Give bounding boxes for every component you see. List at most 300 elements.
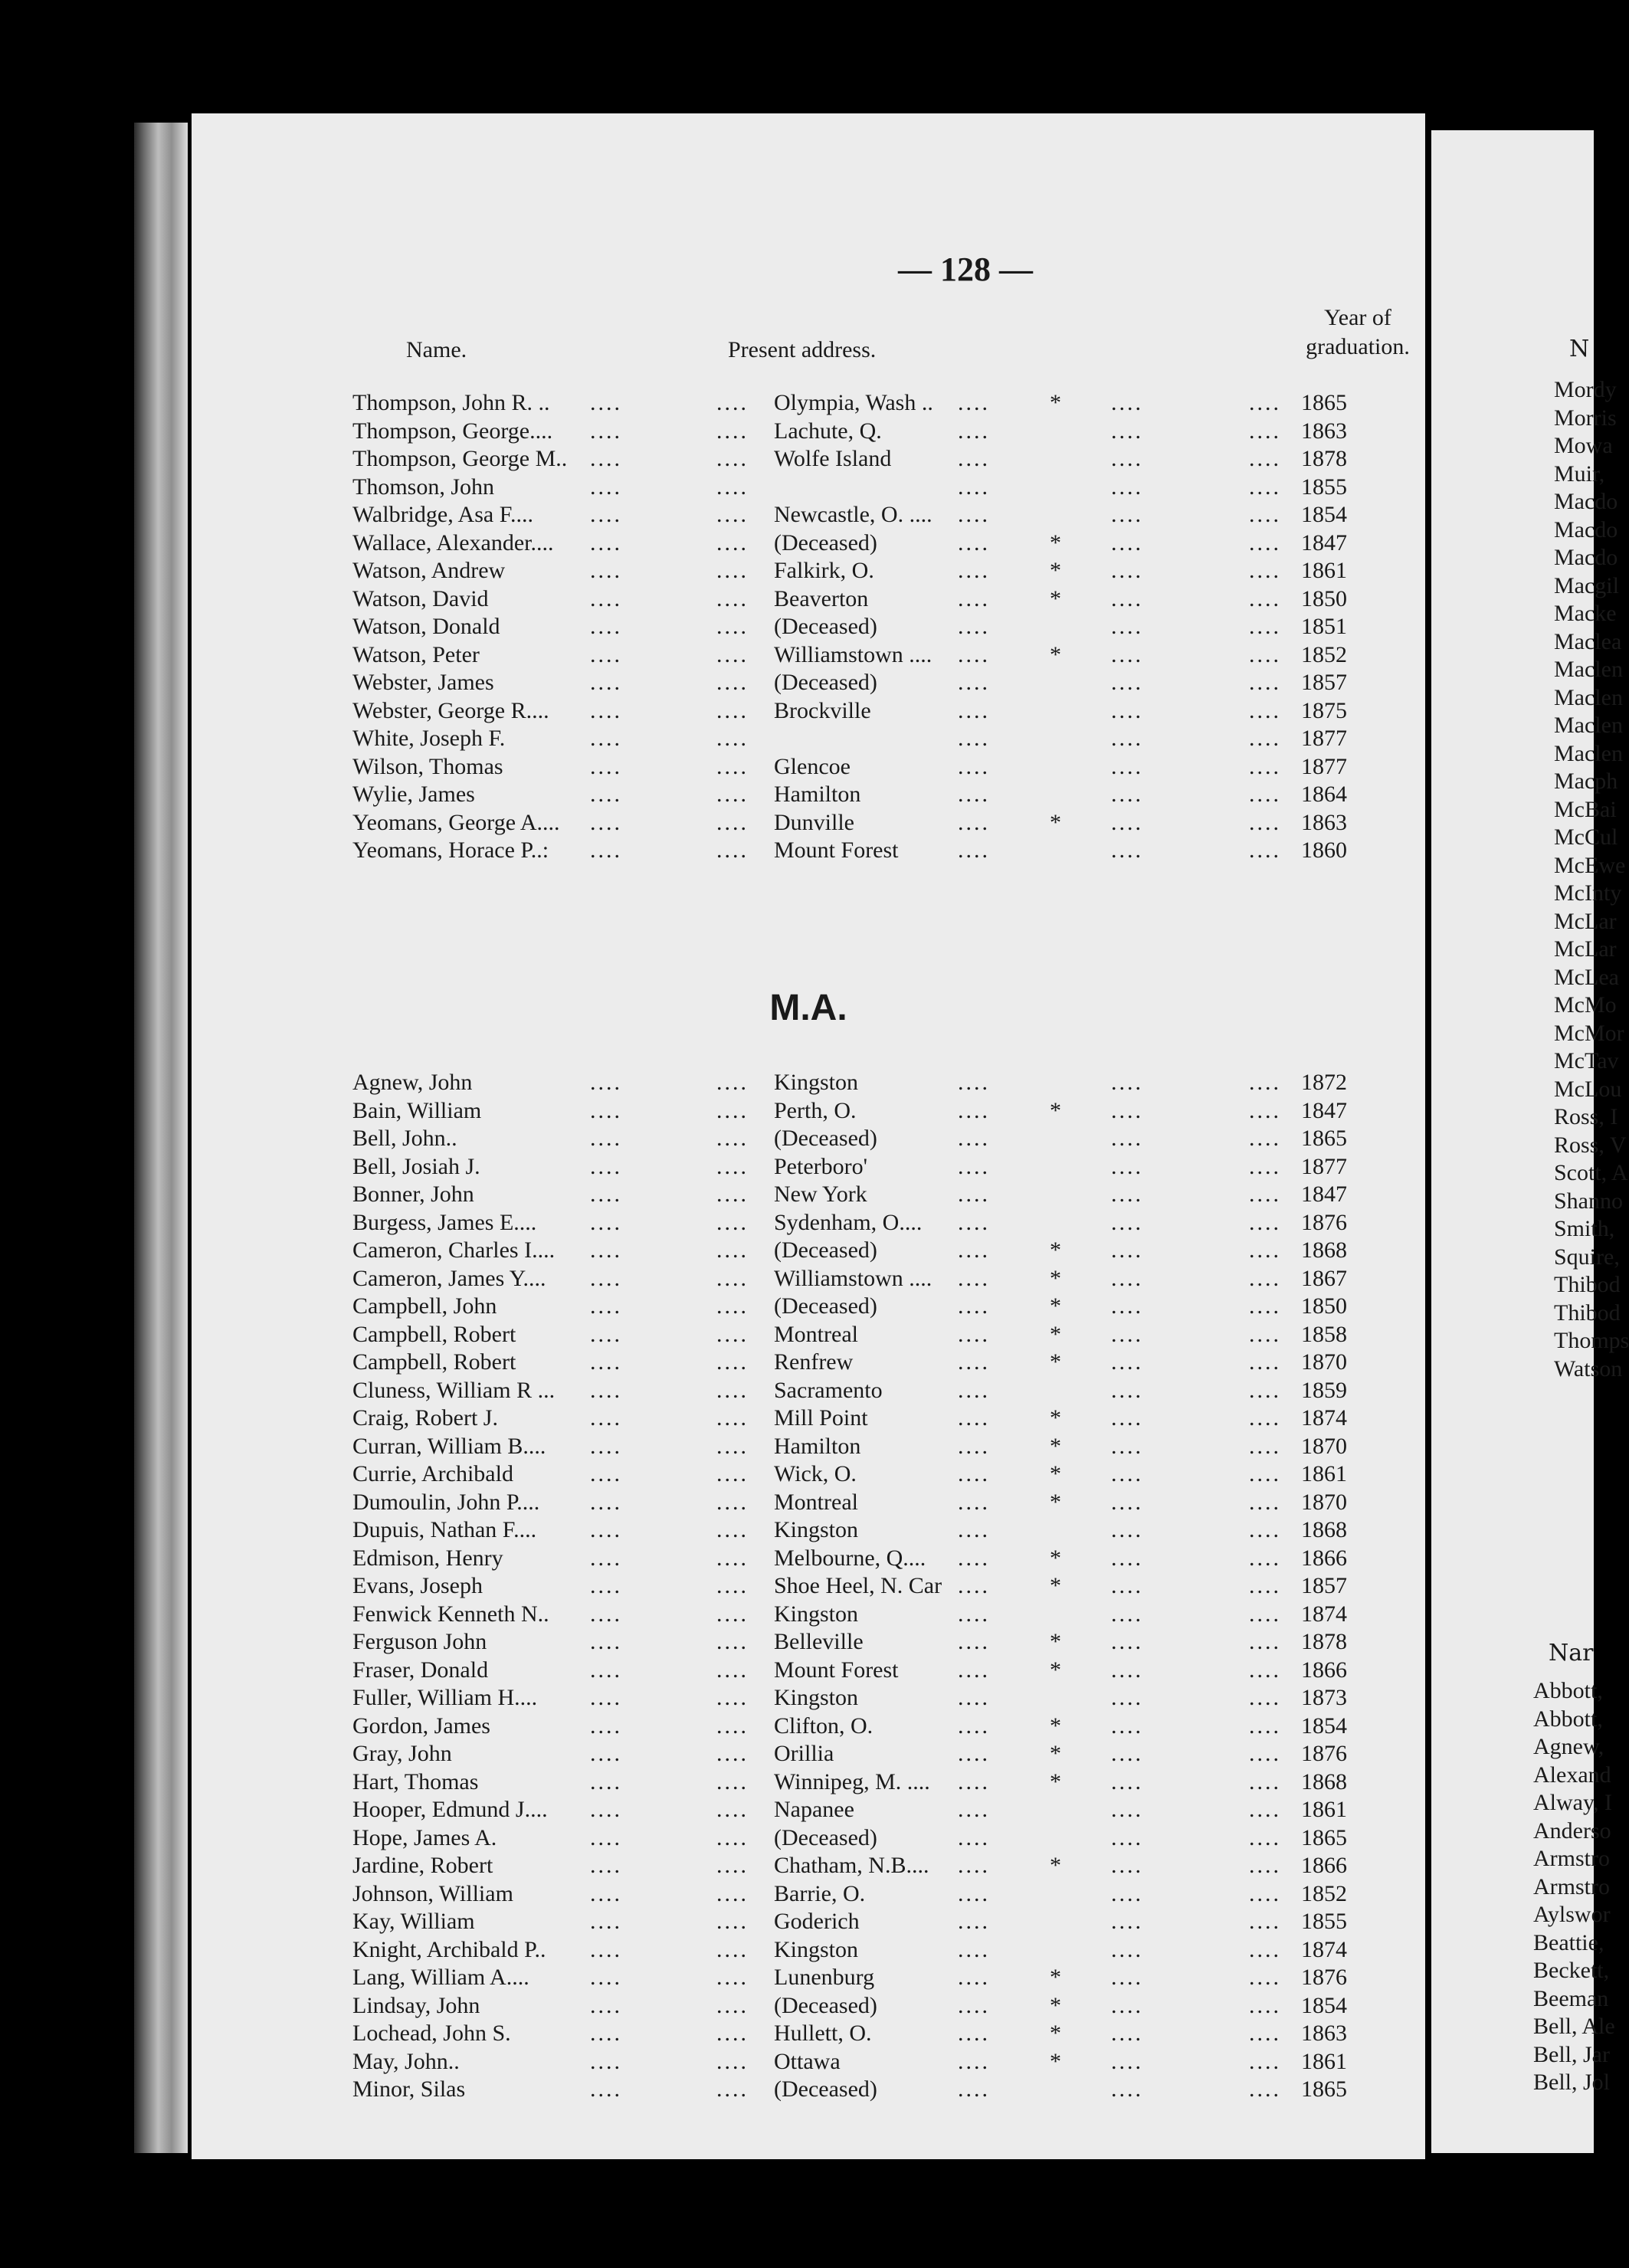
- graduate-name: Cameron, James Y....: [352, 1265, 546, 1291]
- list-item: [192, 1125, 1425, 1153]
- leader-dots: ....: [958, 1601, 990, 1627]
- graduate-name: Johnson, William: [352, 1880, 513, 1906]
- graduation-year: 1850: [1301, 1293, 1347, 1319]
- adjacent-name-fragment: Beattie,: [1533, 1929, 1604, 1955]
- graduation-year: 1857: [1301, 670, 1347, 695]
- leader-dots: ....: [716, 558, 749, 583]
- leader-dots: ....: [590, 1545, 622, 1571]
- graduation-year: 1861: [1301, 1797, 1347, 1822]
- list-item: [192, 1964, 1425, 1992]
- graduation-year: 1877: [1301, 753, 1347, 779]
- graduate-name: Burgess, James E....: [352, 1209, 537, 1235]
- leader-dots: ....: [716, 1377, 749, 1403]
- marker-star: *: [1050, 529, 1061, 556]
- adjacent-name-fragment: Thibod: [1554, 1300, 1621, 1326]
- leader-dots: ....: [716, 782, 749, 807]
- adjacent-name-fragment: Bell, Jar: [1533, 2041, 1610, 2067]
- leader-dots: ....: [958, 1209, 990, 1235]
- graduation-year: 1874: [1301, 1405, 1347, 1431]
- leader-dots: ....: [1249, 1545, 1281, 1571]
- leader-dots: ....: [1249, 1153, 1281, 1179]
- adjacent-name-fragment: Thibod: [1554, 1272, 1621, 1297]
- leader-dots: ....: [1111, 1489, 1143, 1515]
- graduate-name: Kay, William: [352, 1909, 475, 1934]
- list-item: [192, 418, 1425, 446]
- leader-dots: ....: [1249, 1349, 1281, 1375]
- leader-dots: ....: [1249, 641, 1281, 667]
- marker-star: *: [1050, 1237, 1061, 1263]
- leader-dots: ....: [1111, 809, 1143, 835]
- leader-dots: ....: [1111, 1517, 1143, 1542]
- leader-dots: ....: [1249, 1601, 1281, 1627]
- leader-dots: ....: [958, 1880, 990, 1906]
- list-item: [192, 585, 1425, 614]
- leader-dots: ....: [958, 2076, 990, 2102]
- leader-dots: ....: [1249, 1377, 1281, 1403]
- leader-dots: ....: [1111, 670, 1143, 695]
- leader-dots: ....: [590, 614, 622, 639]
- graduate-address: Renfrew: [774, 1349, 854, 1375]
- graduation-year: 1854: [1301, 1992, 1347, 2018]
- graduation-year: 1863: [1301, 2021, 1347, 2046]
- leader-dots: ....: [1249, 1433, 1281, 1459]
- graduate-address: Goderich: [774, 1909, 860, 1934]
- leader-dots: ....: [590, 1797, 622, 1822]
- leader-dots: ....: [958, 1909, 990, 1934]
- leader-dots: ....: [958, 1097, 990, 1123]
- leader-dots: ....: [1249, 1573, 1281, 1598]
- list-item: [192, 1460, 1425, 1489]
- adjacent-name-fragment: Watson: [1554, 1355, 1623, 1381]
- graduate-name: Bell, Josiah J.: [352, 1153, 480, 1179]
- leader-dots: ....: [1249, 1880, 1281, 1906]
- graduation-year: 1876: [1301, 1965, 1347, 1990]
- graduate-name: Webster, George R....: [352, 697, 549, 723]
- leader-dots: ....: [716, 1741, 749, 1766]
- graduation-year: 1858: [1301, 1321, 1347, 1347]
- graduation-year: 1850: [1301, 585, 1347, 611]
- graduate-name: Ferguson John: [352, 1629, 487, 1654]
- leader-dots: ....: [716, 1965, 749, 1990]
- leader-dots: ....: [1111, 1573, 1143, 1598]
- marker-star: *: [1050, 1433, 1061, 1459]
- graduate-name: Gordon, James: [352, 1712, 490, 1739]
- leader-dots: ....: [590, 2048, 622, 2074]
- graduate-address: (Deceased): [774, 614, 877, 639]
- leader-dots: ....: [1249, 1992, 1281, 2018]
- adjacent-name-fragment: Maclen: [1554, 713, 1623, 738]
- leader-dots: ....: [716, 1461, 749, 1486]
- graduate-list-ma: [192, 1069, 1425, 2104]
- leader-dots: ....: [958, 614, 990, 639]
- leader-dots: ....: [958, 1461, 990, 1486]
- leader-dots: ....: [716, 1768, 749, 1794]
- graduation-year: 1855: [1301, 1909, 1347, 1934]
- graduate-address: Williamstown ....: [774, 1265, 932, 1291]
- leader-dots: ....: [716, 1936, 749, 1962]
- leader-dots: ....: [1249, 1741, 1281, 1766]
- graduation-year: 1870: [1301, 1349, 1347, 1375]
- graduation-year: 1877: [1301, 726, 1347, 751]
- leader-dots: ....: [958, 1545, 990, 1571]
- graduate-address: Glencoe: [774, 753, 851, 779]
- graduation-year: 1878: [1301, 446, 1347, 471]
- leader-dots: ....: [1111, 446, 1143, 471]
- leader-dots: ....: [1111, 837, 1143, 863]
- leader-dots: ....: [590, 1880, 622, 1906]
- list-item: [192, 1572, 1425, 1601]
- graduation-year: 1874: [1301, 1601, 1347, 1627]
- graduate-address: Perth, O.: [774, 1097, 857, 1123]
- adjacent-name-fragment: McMor: [1554, 1020, 1624, 1046]
- graduate-name: Campbell, Robert: [352, 1349, 516, 1375]
- graduate-name: Hope, James A.: [352, 1824, 497, 1850]
- list-item: [192, 1768, 1425, 1797]
- section-heading-ma: M.A.: [769, 988, 847, 1028]
- graduate-name: Webster, James: [352, 670, 494, 695]
- adjacent-name-fragment: McBai: [1554, 796, 1617, 822]
- leader-dots: ....: [1111, 1824, 1143, 1850]
- leader-dots: ....: [716, 1265, 749, 1291]
- list-item: [192, 389, 1425, 418]
- adjacent-name-fragment: Armstro: [1533, 1846, 1610, 1871]
- adjacent-name-fragment: Anderso: [1533, 1817, 1611, 1844]
- list-item: [192, 1237, 1425, 1265]
- leader-dots: ....: [590, 1405, 622, 1431]
- list-item: [192, 1852, 1425, 1880]
- adjacent-name-fragment: McCul: [1554, 824, 1618, 850]
- list-item: [192, 1740, 1425, 1768]
- graduate-address: Ottawa: [774, 2048, 841, 2074]
- list-item: [192, 1265, 1425, 1293]
- marker-star: *: [1050, 1768, 1061, 1794]
- leader-dots: ....: [1249, 726, 1281, 751]
- adjacent-name-fragment: Shanno: [1554, 1188, 1623, 1214]
- leader-dots: ....: [716, 1153, 749, 1179]
- graduate-address: (Deceased): [774, 529, 877, 556]
- list-item: [192, 557, 1425, 585]
- graduate-name: Lindsay, John: [352, 1992, 480, 2018]
- leader-dots: ....: [590, 1824, 622, 1850]
- adjacent-page-heading-bottom: Nar: [1549, 1640, 1594, 1667]
- marker-star: *: [1050, 2048, 1061, 2074]
- graduate-address: Kingston: [774, 1685, 859, 1710]
- leader-dots: ....: [590, 1126, 622, 1151]
- graduation-year: 1870: [1301, 1433, 1347, 1459]
- graduate-address: Mill Point: [774, 1405, 868, 1431]
- graduate-name: Watson, David: [352, 585, 489, 611]
- book-binding: [134, 123, 188, 2153]
- graduate-address: Napanee: [774, 1797, 854, 1822]
- leader-dots: ....: [1249, 1461, 1281, 1486]
- list-item: [192, 1628, 1425, 1657]
- list-item: [192, 837, 1425, 865]
- leader-dots: ....: [590, 474, 622, 500]
- leader-dots: ....: [958, 753, 990, 779]
- graduate-name: Campbell, Robert: [352, 1321, 516, 1347]
- adjacent-name-fragment: Smith,: [1554, 1216, 1615, 1241]
- list-item: [192, 1992, 1425, 2021]
- leader-dots: ....: [1249, 1237, 1281, 1263]
- leader-dots: ....: [716, 670, 749, 695]
- leader-dots: ....: [716, 502, 749, 527]
- graduate-name: Hooper, Edmund J....: [352, 1797, 548, 1822]
- adjacent-name-fragment: Alway, I: [1533, 1790, 1613, 1815]
- list-item: [192, 753, 1425, 782]
- list-item: [192, 1657, 1425, 1685]
- leader-dots: ....: [1249, 1126, 1281, 1151]
- list-item: [192, 1516, 1425, 1545]
- marker-star: *: [1050, 1293, 1061, 1319]
- graduate-address: Kingston: [774, 1070, 859, 1095]
- graduate-name: Curran, William B....: [352, 1433, 546, 1459]
- adjacent-name-fragment: McLea: [1554, 964, 1619, 990]
- graduation-year: 1855: [1301, 474, 1347, 500]
- column-header-name: Name.: [406, 337, 467, 362]
- leader-dots: ....: [716, 614, 749, 639]
- leader-dots: ....: [958, 1797, 990, 1822]
- adjacent-name-fragment: Squire,: [1554, 1244, 1620, 1270]
- leader-dots: ....: [716, 837, 749, 863]
- adjacent-name-fragment: Abbott,: [1533, 1678, 1603, 1703]
- list-item: [192, 1069, 1425, 1097]
- leader-dots: ....: [958, 782, 990, 807]
- leader-dots: ....: [590, 1237, 622, 1263]
- leader-dots: ....: [958, 1573, 990, 1598]
- leader-dots: ....: [1111, 2021, 1143, 2046]
- leader-dots: ....: [1111, 1153, 1143, 1179]
- graduate-name: Dumoulin, John P....: [352, 1489, 540, 1515]
- graduate-address: Orillia: [774, 1741, 834, 1766]
- graduate-name: Bell, John..: [352, 1126, 457, 1151]
- list-item: [192, 725, 1425, 753]
- leader-dots: ....: [590, 558, 622, 583]
- graduate-address: (Deceased): [774, 1824, 877, 1850]
- graduate-address: Hullett, O.: [774, 2021, 872, 2046]
- leader-dots: ....: [1249, 418, 1281, 444]
- leader-dots: ....: [958, 1126, 990, 1151]
- graduation-year: 1851: [1301, 614, 1347, 639]
- list-item: [192, 1404, 1425, 1433]
- leader-dots: ....: [716, 1573, 749, 1598]
- leader-dots: ....: [1111, 1377, 1143, 1403]
- leader-dots: ....: [716, 2076, 749, 2102]
- leader-dots: ....: [958, 1377, 990, 1403]
- leader-dots: ....: [958, 1293, 990, 1319]
- graduation-year: 1867: [1301, 1265, 1347, 1291]
- graduation-year: 1865: [1301, 2076, 1347, 2102]
- graduate-address: Belleville: [774, 1629, 864, 1654]
- leader-dots: ....: [958, 1433, 990, 1459]
- graduate-name: Evans, Joseph: [352, 1573, 483, 1598]
- graduate-name: May, John..: [352, 2048, 460, 2074]
- graduation-year: 1878: [1301, 1629, 1347, 1654]
- leader-dots: ....: [958, 1489, 990, 1515]
- list-item: [192, 2048, 1425, 2076]
- graduate-address: Sydenham, O....: [774, 1209, 923, 1235]
- marker-star: *: [1050, 1461, 1061, 1486]
- adjacent-name-fragment: Ross, V: [1554, 1132, 1627, 1158]
- marker-star: *: [1050, 2021, 1061, 2046]
- adjacent-name-fragment: Agnew,: [1533, 1734, 1604, 1759]
- leader-dots: ....: [1111, 1405, 1143, 1431]
- list-item: [192, 809, 1425, 837]
- graduate-address: Mount Forest: [774, 1657, 899, 1683]
- leader-dots: ....: [716, 1321, 749, 1347]
- graduation-year: 1847: [1301, 529, 1347, 556]
- graduate-name: Wylie, James: [352, 782, 475, 807]
- graduate-name: Fraser, Donald: [352, 1657, 489, 1683]
- leader-dots: ....: [590, 1321, 622, 1347]
- adjacent-name-fragment: Macdo: [1554, 516, 1618, 542]
- graduation-year: 1870: [1301, 1489, 1347, 1515]
- leader-dots: ....: [590, 1936, 622, 1962]
- adjacent-name-fragment: Muir,: [1554, 460, 1605, 487]
- graduate-name: Campbell, John: [352, 1293, 497, 1319]
- leader-dots: ....: [1111, 529, 1143, 556]
- marker-star: *: [1050, 390, 1061, 415]
- list-item: [192, 781, 1425, 809]
- leader-dots: ....: [1249, 782, 1281, 807]
- leader-dots: ....: [716, 1209, 749, 1235]
- leader-dots: ....: [1111, 1126, 1143, 1151]
- leader-dots: ....: [716, 585, 749, 611]
- adjacent-name-fragment: Scott, A: [1554, 1160, 1628, 1185]
- graduate-address: Winnipeg, M. ....: [774, 1768, 930, 1794]
- leader-dots: ....: [958, 1824, 990, 1850]
- leader-dots: ....: [590, 1377, 622, 1403]
- graduate-name: Minor, Silas: [352, 2076, 466, 2102]
- leader-dots: ....: [716, 1237, 749, 1263]
- leader-dots: ....: [716, 2048, 749, 2074]
- leader-dots: ....: [1111, 1936, 1143, 1962]
- adjacent-name-fragment: Beeman: [1533, 1985, 1609, 2011]
- marker-star: *: [1050, 1573, 1061, 1598]
- leader-dots: ....: [1249, 1182, 1281, 1207]
- graduate-name: Craig, Robert J.: [352, 1405, 498, 1431]
- leader-dots: ....: [958, 1768, 990, 1794]
- leader-dots: ....: [716, 1853, 749, 1878]
- graduation-year: 1868: [1301, 1237, 1347, 1263]
- leader-dots: ....: [958, 529, 990, 556]
- leader-dots: ....: [590, 585, 622, 611]
- leader-dots: ....: [590, 809, 622, 835]
- graduate-name: Bain, William: [352, 1097, 482, 1123]
- graduate-name: Jardine, Robert: [352, 1853, 493, 1878]
- graduation-year: 1868: [1301, 1768, 1347, 1794]
- marker-star: *: [1050, 1741, 1061, 1766]
- graduation-year: 1865: [1301, 1126, 1347, 1151]
- list-item: [192, 474, 1425, 502]
- graduate-address: (Deceased): [774, 1293, 877, 1319]
- marker-star: *: [1050, 558, 1061, 583]
- marker-star: *: [1050, 1965, 1061, 1990]
- leader-dots: ....: [1111, 697, 1143, 723]
- adjacent-name-fragment: Morris: [1554, 405, 1617, 431]
- leader-dots: ....: [1249, 446, 1281, 471]
- list-item: [192, 1908, 1425, 1936]
- leader-dots: ....: [590, 1657, 622, 1683]
- leader-dots: ....: [1249, 1517, 1281, 1542]
- adjacent-page-heading: N: [1569, 336, 1590, 362]
- adjacent-name-fragment: Abbott,: [1533, 1706, 1603, 1732]
- graduation-year: 1861: [1301, 1461, 1347, 1486]
- adjacent-page: [1431, 130, 1629, 2153]
- leader-dots: ....: [1249, 474, 1281, 500]
- marker-star: *: [1050, 1992, 1061, 2018]
- leader-dots: ....: [590, 1601, 622, 1627]
- leader-dots: ....: [1111, 1349, 1143, 1375]
- leader-dots: ....: [958, 1517, 990, 1542]
- leader-dots: ....: [1249, 1293, 1281, 1319]
- leader-dots: ....: [1111, 753, 1143, 779]
- leader-dots: ....: [716, 1992, 749, 2018]
- graduate-address: Newcastle, O. ....: [774, 502, 932, 527]
- leader-dots: ....: [1111, 1741, 1143, 1766]
- adjacent-name-fragment: Maclea: [1554, 628, 1622, 654]
- leader-dots: ....: [590, 529, 622, 556]
- leader-dots: ....: [1111, 1992, 1143, 2018]
- list-item: [192, 669, 1425, 697]
- leader-dots: ....: [716, 1517, 749, 1542]
- leader-dots: ....: [590, 1461, 622, 1486]
- leader-dots: ....: [1249, 2021, 1281, 2046]
- leader-dots: ....: [958, 1153, 990, 1179]
- graduate-address: Hamilton: [774, 1433, 861, 1459]
- list-item: [192, 1712, 1425, 1741]
- leader-dots: ....: [590, 1097, 622, 1123]
- leader-dots: ....: [590, 1685, 622, 1710]
- graduate-address: Beaverton: [774, 585, 869, 611]
- leader-dots: ....: [590, 1433, 622, 1459]
- leader-dots: ....: [1111, 1797, 1143, 1822]
- marker-star: *: [1050, 1629, 1061, 1654]
- leader-dots: ....: [716, 390, 749, 415]
- graduate-address: Peterboro': [774, 1153, 868, 1179]
- graduate-name: Dupuis, Nathan F....: [352, 1517, 537, 1542]
- graduate-name: Cameron, Charles I....: [352, 1237, 556, 1263]
- adjacent-name-fragment: Bell, Jol: [1533, 2070, 1611, 2095]
- list-item: [192, 1601, 1425, 1629]
- adjacent-name-fragment: Beckett,: [1533, 1958, 1610, 1983]
- adjacent-name-fragment: Thomps: [1554, 1328, 1629, 1353]
- leader-dots: ....: [958, 1070, 990, 1095]
- leader-dots: ....: [958, 670, 990, 695]
- leader-dots: ....: [1249, 670, 1281, 695]
- leader-dots: ....: [1249, 585, 1281, 611]
- marker-star: *: [1050, 641, 1061, 667]
- graduation-year: 1852: [1301, 641, 1347, 667]
- column-header-year-line2: graduation.: [1306, 334, 1410, 359]
- leader-dots: ....: [590, 1741, 622, 1766]
- adjacent-name-fragment: McMo: [1554, 992, 1617, 1018]
- adjacent-name-fragment: Macke: [1554, 601, 1617, 626]
- leader-dots: ....: [958, 809, 990, 835]
- graduate-address: (Deceased): [774, 1237, 877, 1263]
- leader-dots: ....: [958, 1321, 990, 1347]
- graduate-name: Walbridge, Asa F....: [352, 502, 533, 527]
- graduation-year: 1865: [1301, 390, 1347, 415]
- leader-dots: ....: [1111, 1601, 1143, 1627]
- adjacent-name-fragment: Maclen: [1554, 657, 1623, 682]
- graduate-name: Wallace, Alexander....: [352, 529, 554, 556]
- leader-dots: ....: [1249, 697, 1281, 723]
- graduation-year: 1868: [1301, 1517, 1347, 1542]
- leader-dots: ....: [590, 1349, 622, 1375]
- graduation-year: 1859: [1301, 1377, 1347, 1403]
- marker-star: *: [1050, 585, 1061, 611]
- leader-dots: ....: [716, 1629, 749, 1654]
